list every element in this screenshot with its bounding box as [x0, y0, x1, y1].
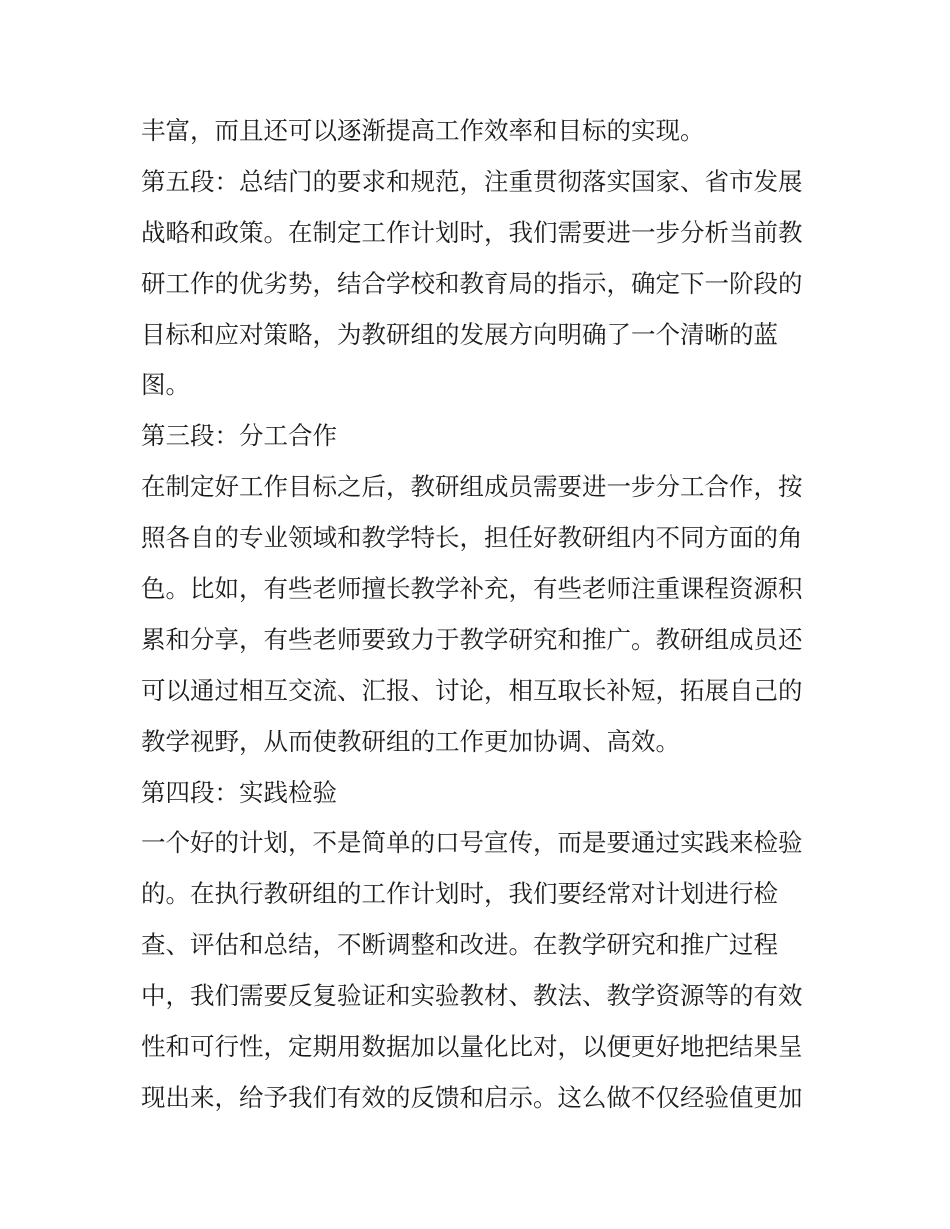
text-line: 中，我们需要反复验证和实验教材、教法、教学资源等的有效 [141, 981, 803, 1011]
text-line: 丰富，而且还可以逐渐提高工作效率和目标的实现。 [141, 116, 705, 145]
text-line: 目标和应对策略，为教研组的发展方向明确了一个清晰的蓝 [141, 319, 778, 349]
text-line: 图。 [141, 370, 190, 400]
text-line: 累和分享，有些老师要致力于教学研究和推广。教研组成员还 [141, 624, 803, 654]
text-line: 研工作的优劣势，结合学校和教育局的指示，确定下一阶段的 [141, 268, 803, 298]
section-heading: 第四段：实践检验 [141, 777, 337, 807]
text-line: 可以通过相互交流、汇报、讨论，相互取长补短，拓展自己的 [141, 675, 803, 705]
text-line: 色。比如，有些老师擅长教学补充，有些老师注重课程资源积 [141, 574, 803, 604]
text-line: 的。在执行教研组的工作计划时，我们要经常对计划进行检 [141, 879, 778, 909]
text-line: 照各自的专业领域和教学特长，担任好教研组内不同方面的角 [141, 523, 803, 553]
text-line: 现出来，给予我们有效的反馈和启示。这么做不仅经验值更加 [141, 1082, 803, 1112]
section-heading: 第三段：分工合作 [141, 421, 337, 451]
text-line: 教学视野，从而使教研组的工作更加协调、高效。 [141, 726, 680, 756]
text-line: 第五段：总结门的要求和规范，注重贯彻落实国家、省市发展 [141, 166, 803, 196]
text-line: 在制定好工作目标之后，教研组成员需要进一步分工合作，按 [141, 472, 803, 502]
text-line: 查、评估和总结，不断调整和改进。在教学研究和推广过程 [141, 930, 778, 960]
text-line: 一个好的计划，不是简单的口号宣传，而是要通过实践来检验 [141, 828, 803, 858]
text-line: 战略和政策。在制定工作计划时，我们需要进一步分析当前教 [141, 217, 803, 247]
text-line: 性和可行性，定期用数据加以量化比对，以便更好地把结果呈 [141, 1032, 803, 1062]
document-body [141, 106, 816, 1124]
